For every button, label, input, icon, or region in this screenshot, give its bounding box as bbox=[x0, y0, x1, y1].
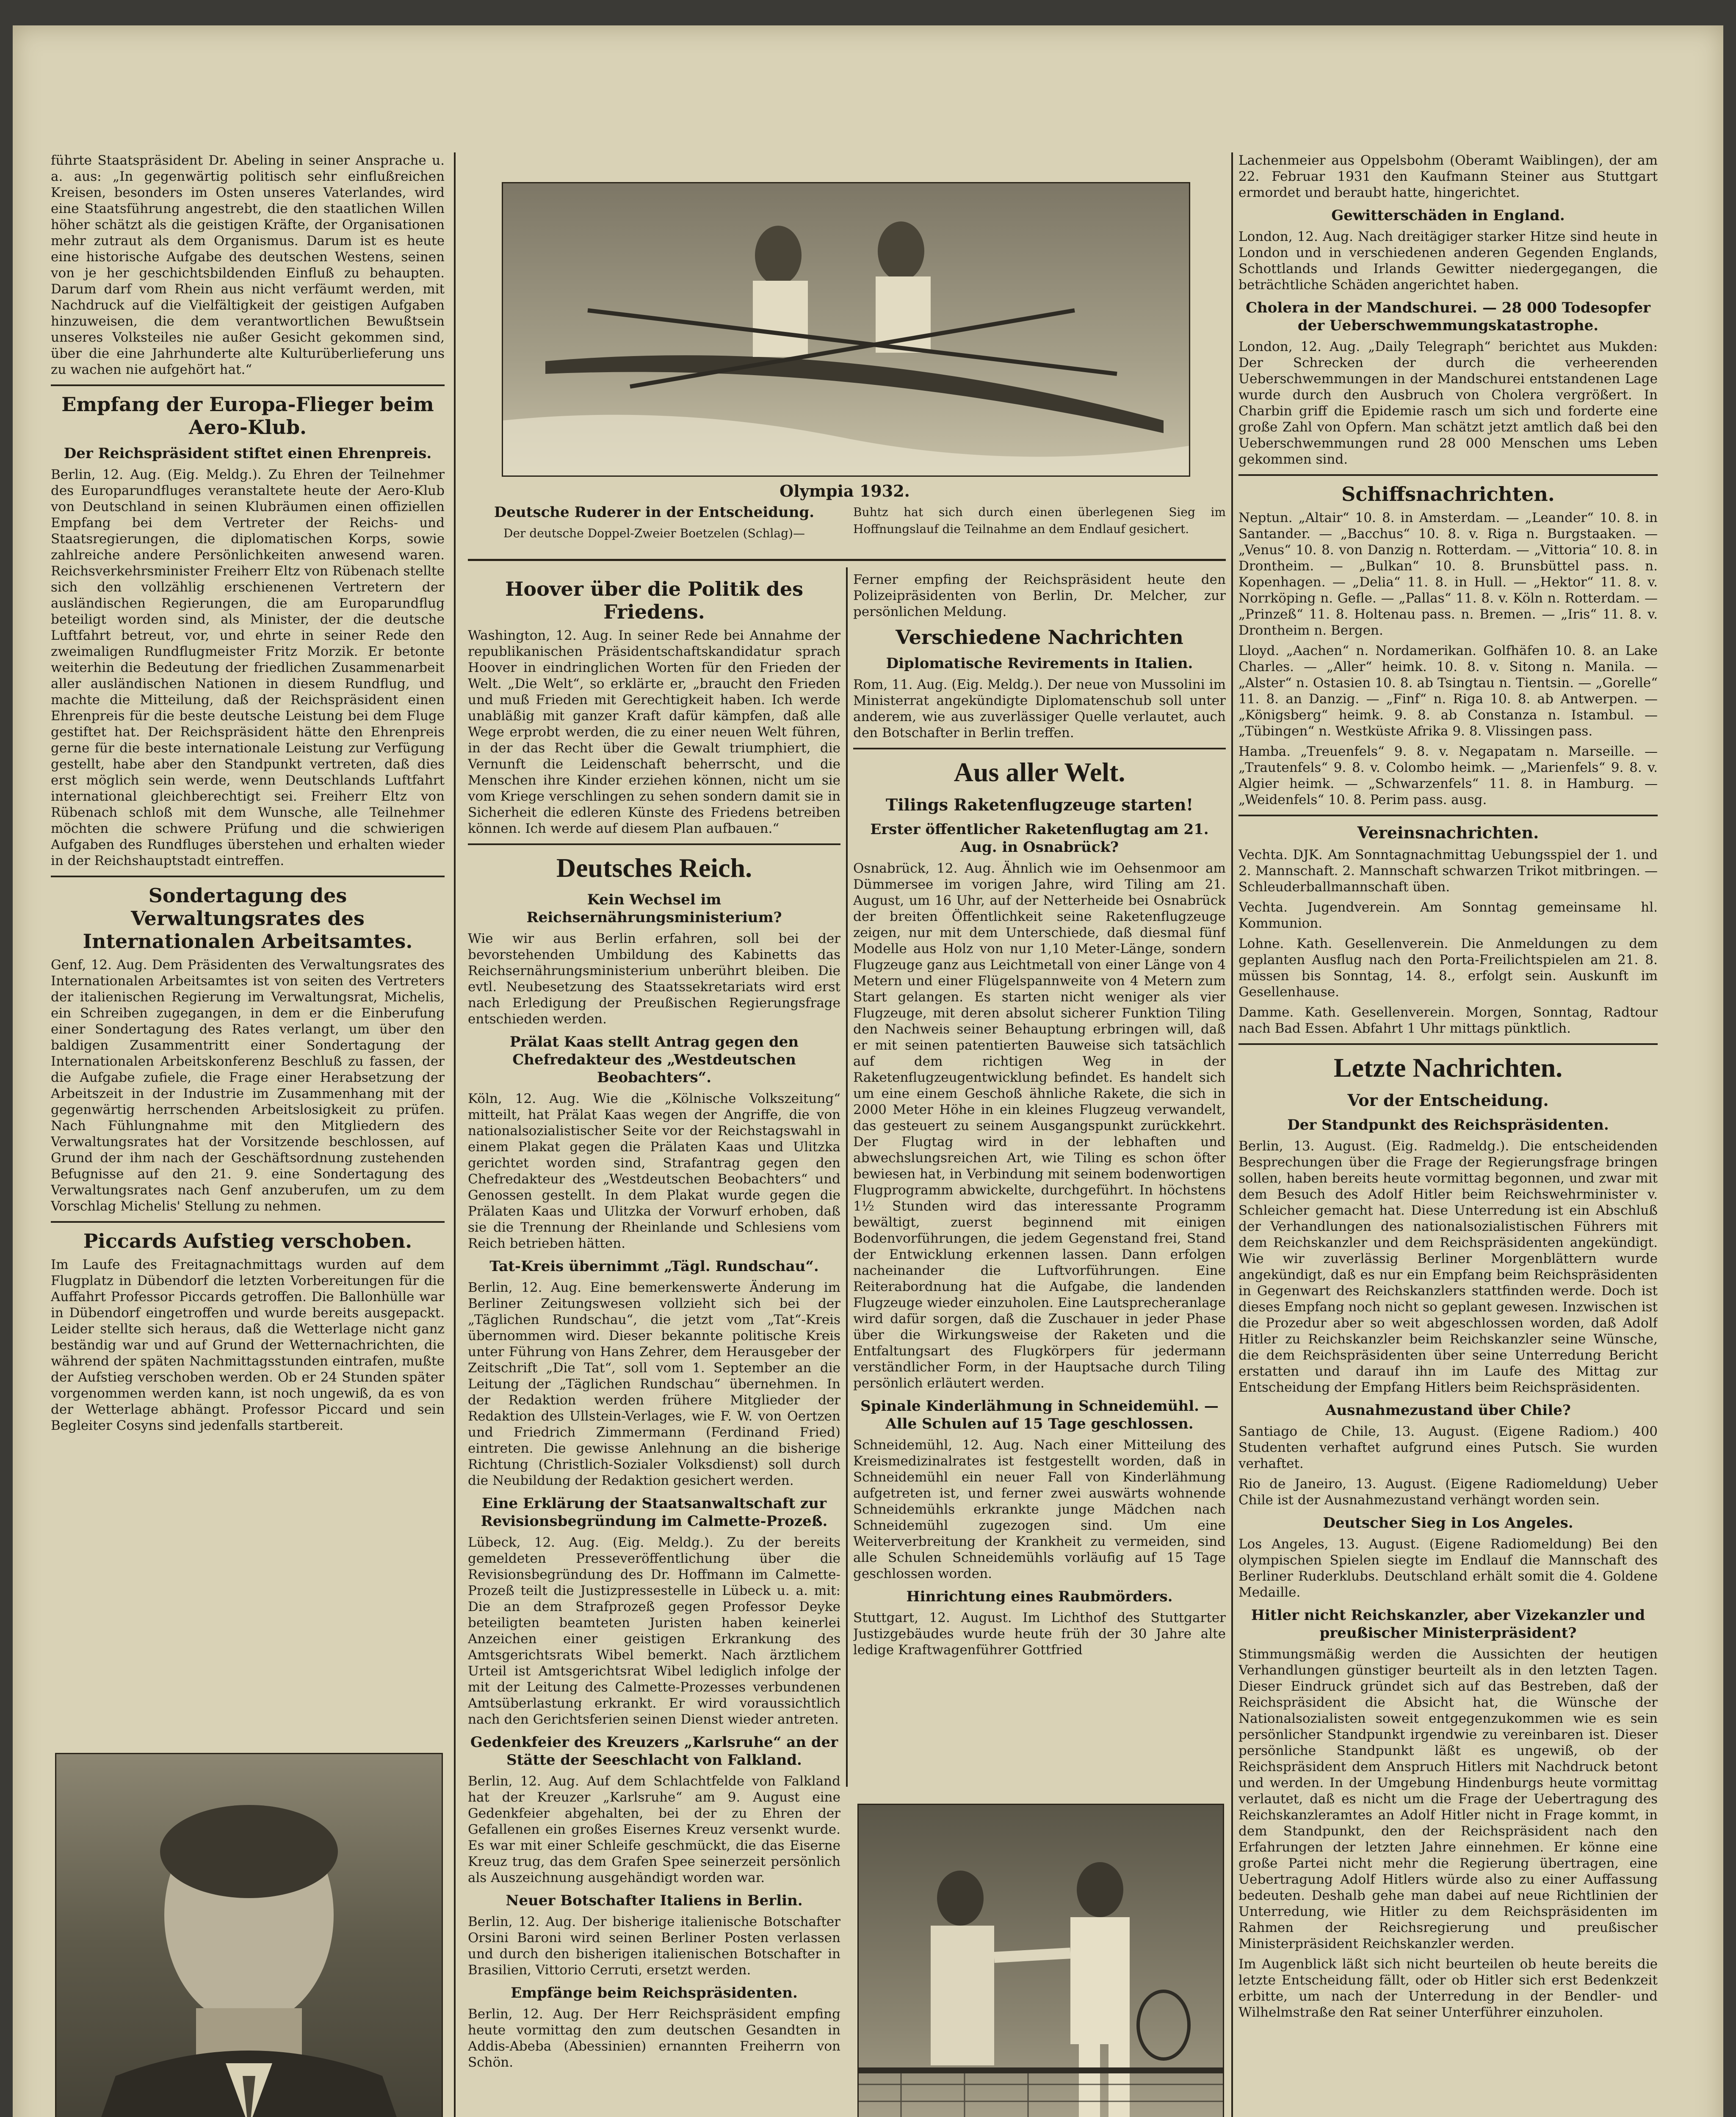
article-verein-damme: Damme. Kath. Gesellenverein. Morgen, Sonntag, Radtour nach Bad Essen. Abfahrt 1 Uhr mittags pünktlich. bbox=[1238, 1005, 1658, 1036]
article-piccard: Im Laufe des Freitagnachmittags wurden auf dem Flugplatz in Dübendorf die letzten Vorbereitungen für die Auffahrt Professor Piccards getroffen. Die Ballonhülle war in Dübendorf eingetroffen und wurde bereits ausgepackt. Leider stellte sich heraus, daß die Wetterlage nicht ganz beständig war und auf Grund der Wetternachrichten, die während der späten Nachmittagsstunden eintrafen, mußte der Aufstieg verschoben werden. Ob er 24 Stunden später vorgenommen werden kann, ist noch ungewiß, da es von der Wetterlage abhängt. Professor Piccard und sein Begleiter Cosyns sind jedenfalls startbereit. bbox=[51, 1257, 445, 1433]
rowing-image bbox=[503, 183, 1189, 475]
article-verein-vechta-djk: Vechta. DJK. Am Sonntagnachmittag Uebungsspiel der 1. und 2. Mannschaft. 2. Mannschaft schwarzen Trikot mitbringen. — Schleuderballmannschaft üben. bbox=[1238, 847, 1658, 895]
article-sondertagung: Genf, 12. Aug. Dem Präsidenten des Verwaltungsrates des Internationalen Arbeitsamtes ist von seiten des Vertreters der italienischen Regierung im Verwaltungsrat, Michelis, ein Schreiben zugegangen, in dem er die Einberufung einer Sondertagung des Rates verlangt, um über den baldigen Zusammentritt einer Sondertagung der Internationalen Arbeitskonferenz Beschluß zu fassen, der die Aufgabe zufiele, die Frage einer Herabsetzung der Arbeitszeit in der Industrie im Zusammenhang mit der gegenwärtig herrschenden Arbeitslosigkeit zu prüfen. Nach Fühlungnahme mit den Mitgliedern des Verwaltungsrates hat der Vorsitzende beschlossen, auf Grund der ihm nach der Geschäftsordnung zustehenden Befugnisse auf den 21. 9. eine Sondertagung des Verwaltungsrates nach Genf anzuberufen, um zu dem Vorschlag Michelis' Stellung zu nehmen. bbox=[51, 957, 445, 1214]
divider bbox=[853, 748, 1226, 749]
headline-deutsches-reich: Deutsches Reich. bbox=[556, 853, 752, 883]
subhead-tilings: Tilings Raketenflugzeuge starten! bbox=[885, 795, 1194, 814]
subhead-hitler: Hitler nicht Reichskanzler, aber Vizekanzler und preußischer Ministerpräsident? bbox=[1251, 1607, 1645, 1642]
subhead-kaas: Prälat Kaas stellt Antrag gegen den Chefredakteur des „Westdeutschen Beobachters“. bbox=[509, 1034, 799, 1086]
article-los-angeles: Los Angeles, 13. August. (Eigene Radiomeldung) Bei den olympischen Spielen siegte im Endlauf die Mannschaft des Berliner Ruderklubs. Deutschland erhält somit die 4. Goldene Medaille. bbox=[1238, 1537, 1658, 1600]
article-intro: führte Staatspräsident Dr. Abeling in seiner Ansprache u. a. aus: „In gegenwärtig politisch sehr einflußreichen Kreisen, besonders im Osten unseres Vaterlandes, wird eine Staatsführung angestrebt, die den staatlichen Willen höher schätzt als die geistigen Kräfte, der Organisationen mehr zutraut als dem Organismus. Darum ist es heute eine historische Aufgabe des deutschen Westens, seinen von je her geschichtsbildenden Einfluß zu behaupten. Darum darf vom Rhein aus nicht verfäumt werden, mit Nachdruck auf die Vielfältigkeit der geistigen Aufgaben hinzuweisen, die dem verantwortlichen Bewußtsein unseres Volksteiles nie außer Gesicht gekommen sind, über die eine Jahrhunderte alte Kulturüberlieferung uns zu wachen nie aufgehört hat.“ bbox=[51, 153, 445, 377]
headline-empfang: Empfang der Europa-Flieger beim Aero-Klub. bbox=[61, 393, 434, 439]
subhead-diplomatisch: Diplomatische Revirements in Italien. bbox=[886, 655, 1193, 672]
article-schiff-hamba: Hamba. „Treuenfels“ 9. 8. v. Negapatam n. Marseille. — „Trautenfels“ 9. 8. v. Colombo heimk. — „Marienfels“ 9. 8. v. Algier heimk. — „Schwarzenfels“ 11. 8. in Hamburg. — „Weidenfels“ 10. 8. Perim pass. ausg. bbox=[1238, 744, 1658, 807]
horizontal-rule bbox=[468, 559, 1226, 561]
article-cholera: London, 12. Aug. „Daily Telegraph“ berichtet aus Mukden: Der Schrecken der durch die verheerenden Ueberschwemmungen in der Mandschurei entstandenen Lage wurde durch den Ausbruch von Cholera vergrößert. In Charbin griff die Epidemie rasch um sich und forderte eine große Zahl von Opfern. Man schätzt jetzt amtlich daß bei den Ueberschwemmungen rund 28 000 Menschen ums Leben gekommen sind. bbox=[1238, 339, 1658, 467]
article-lachenmeier: Lachenmeier aus Oppelsbohm (Oberamt Waiblingen), der am 22. Februar 1931 den Kaufmann Steiner aus Stuttgart ermordet und beraubt hatte, hingerichtet. bbox=[1238, 153, 1658, 200]
olympia-photo bbox=[502, 182, 1190, 477]
article-kaas: Köln, 12. Aug. Wie die „Kölnische Volkszeitung“ mitteilt, hat Prälat Kaas wegen der Angriffe, die von nationalsozialistischer Seite vor der Reichstagswahl in einem Plakat gegen die Prälaten Kaas und Ulitzka gerichtet worden sind, Strafantrag gegen den Chefredakteur des „Westdeutschen Beobachters“ und Genossen gestellt. In dem Plakat wurde gegen die Prälaten Kaas und Ulitzka der Vorwurf erhoben, daß sie die Trennung der Rheinlande und Schlesiens vom Reich betrieben hätten. bbox=[468, 1091, 840, 1251]
article-verein-lohne: Lohne. Kath. Gesellenverein. Die Anmeldungen zu dem geplanten Ausflug nach den Porta-Freilichtspielen am 21. 8. müssen bis Sonntag, 14. 8., erfolgt sein. Auskunft im Gesellenhause. bbox=[1238, 936, 1658, 1000]
headline-sondertagung: Sondertagung des Verwaltungsrates des Internationalen Arbeitsamtes. bbox=[83, 884, 413, 953]
subhead-los-angeles: Deutscher Sieg in Los Angeles. bbox=[1323, 1515, 1573, 1531]
article-erklaerung: Lübeck, 12. Aug. (Eig. Meldg.). Zu der bereits gemeldeten Presseveröffentlichung über die Revisionsbegründung des Dr. Hoffmann im Calmette-Prozeß teilt die Justizpressestelle in Lübeck u. a. mit: Die an dem Strafprozeß gegen Professor Deyke beteiligten beamteten Juristen haben keinerlei Anzeichen einer geistigen Erkrankung des Amtsgerichtsrats Wibel bemerkt. Nach ärztlichem Urteil ist Amtsgerichtsrat Wibel lediglich infolge der mit der Leitung des Calmette-Prozesses verbundenen Amtsüberlastung erkrankt. Er wird voraussichtlich nach den Gerichtsferien seinen Dienst wieder antreten. bbox=[468, 1535, 840, 1727]
subhead-wechsel: Kein Wechsel im Reichsernährungsministerium? bbox=[526, 891, 782, 926]
headline-letzte-nachrichten: Letzte Nachrichten. bbox=[1333, 1053, 1563, 1083]
subhead-empfang: Der Reichspräsident stiftet einen Ehrenpreis. bbox=[64, 445, 432, 462]
subhead-tat: Tat-Kreis übernimmt „Tägl. Rundschau“. bbox=[489, 1258, 819, 1275]
headline-schiffsnachrichten: Schiffsnachrichten. bbox=[1341, 483, 1555, 506]
subhead-standpunkt: Der Standpunkt des Reichspräsidenten. bbox=[1287, 1117, 1609, 1133]
article-tilings: Osnabrück, 12. Aug. Ähnlich wie im Oehsenmoor am Dümmersee im vorigen Jahre, wird Tiling am 21. August, um 16 Uhr, auf der Netterheide bei Osnabrück der breiten Öffentlichkeit seine Raketenflugzeuge zeigen, nur mit dem Unterschiede, daß diesmal fünf Modelle aus Holz von nur 1,10 Meter-Länge, sondern Flugzeuge ganz aus Leichtmetall von einer Länge von 4 Metern und einer Flügelspannweite von 4 Metern zum Start gelangen. Es starten nicht weniger als vier Flugzeuge, mit deren absolut sicherer Funktion Tiling den Nachweis seiner Behauptung erbringen will, daß er mit seinen patentierten Bauweise sich tatsächlich auf dem richtigen Weg in der Raketenflugzeugentwicklung befindet. Es handelt sich um eine einem Geschoß ähnliche Rakete, die sich in 2000 Meter Höhe in ein kleines Flugzeug verwandelt, das gesteuert zu seinem Ausgangspunkt zurückkehrt. Der Flugtag wird in der lebhaften und abwechslungsreichen Art, wie Tiling es schon öfter bewiesen hat, in Verbindung mit seinem bodenwortigen Flugprogramm abwickelte, durchgeführt. In höchstens 1½ Stunden wird das interessante Programm bewältigt, zuerst beginnend mit einigen Bodenvorführungen, die jedem Gegenstand frei, Stand der Entwicklung erkennen lassen. Dann erfolgen nacheinander die Luftvorführungen. Eine Reiterabordnung hat die Aufgabe, die landenden Flugzeuge wieder einzuholen. Eine Lautsprecheranlage wird dafür sorgen, daß die Zuschauer in jeder Phase über die Wirkungsweise der Raketen und die Entfaltungsart des Flugkörpers für jedermann verständlicher Form, in der Hauptsache durch Tiling persönlich erläutert werden. bbox=[853, 861, 1226, 1391]
column-rule bbox=[846, 567, 848, 1787]
column-4 bbox=[1238, 152, 1658, 2117]
article-gewitter: London, 12. Aug. Nach dreitägiger starker Hitze sind heute in London und in verschiedenen anderen Gegenden Englands, Schottlands und Irlands Gewitter niedergegangen, die beträchtliche Schäden angerichtet haben. bbox=[1238, 229, 1658, 293]
article-verein-vechta-jugend: Vechta. Jugendverein. Am Sonntag gemeinsame hl. Kommunion. bbox=[1238, 900, 1658, 931]
divider bbox=[1238, 815, 1658, 816]
article-diplomatisch: Rom, 11. Aug. (Eig. Meldg.). Der neue von Mussolini im Ministerrat angekündigte Diplomatenschub soll unter anderem, wie aus zuverlässiger Quelle verlautet, auch den Botschafter in Berlin treffen. bbox=[853, 677, 1226, 741]
article-empfang: Berlin, 12. Aug. (Eig. Meldg.). Zu Ehren der Teilnehmer des Europarundfluges veranstaltete heute der Aero-Klub von Deutschland in seinen Klubräumen einen offiziellen Empfang bei dem Vertreter der Reichs- und Staatsregierungen, die diplomatischen Korps, sowie zahlreiche andere Persönlichkeiten anwesend waren. Reichsverkehrsminister Freiherr Eltz von Rübenach stellte sich den vollzählig erschienenen Vertretern der ausländischen Regierungen, die am Europarundflug beteiligt worden sind, als Minister, der die deutsche Luftfahrt betreut, vor, und ehrte in seiner Rede den zweimaligen Rundflugmeister Fritz Morzik. Er betonte weiterhin die Bedeutung der friedlichen Zusammenarbeit aller ausländischen Nationen in diesem Rundflug, und machte die Mitteilung, daß der Reichspräsident einen Ehrenpreis für die beste deutsche Leistung bei dem Fluge gestiftet hat. Der Reichspräsident hätte den Ehrenpreis gerne für die beste internationale Leistung zur Verfügung gestellt, habe aber den Standpunkt vertreten, daß dies erst möglich sein werde, wenn Deutschlands Luftfahrt international gleichberechtigt sei. Freiherr Eltz von Rübenach schloß mit dem Wunsche, alle Teilnehmer möchten die schwere Prüfung und die schwierigen Aufgaben des Rundfluges überstehen und erhalten wieder in der Reichshauptstadt eintreffen. bbox=[51, 467, 445, 868]
subhead-spinal: Spinale Kinderlähmung in Schneidemühl. — Alle Schulen auf 15 Tage geschlossen. bbox=[860, 1398, 1219, 1432]
article-augenblick: Im Augenblick läßt sich nicht beurteilen ob heute bereits die letzte Entscheidung fällt, oder ob Hitler sich erst Bedenkzeit erbitte, um nach der Unterredung in der Bendler- und Wilhelmstraße den Rat seiner Unterführer einzuholen. bbox=[1238, 1957, 1658, 2020]
subhead-erklaerung: Eine Erklärung der Staatsanwaltschaft zur Revisionsbegründung im Calmette-Prozeß. bbox=[481, 1495, 828, 1530]
divider bbox=[468, 843, 840, 845]
article-schiff-lloyd: Lloyd. „Aachen“ n. Nordamerikan. Golfhäfen 10. 8. an Lake Charles. — „Aller“ heimk. 10. 8. v. Sitong n. Manila. — „Alster“ n. Ostasien 10. 8. ab Tsingtau n. Tientsin. — „Gorelle“ 11. 8. an Danzig. — „Finf“ n. Riga 10. 8. ab Antwerpen. — „Königsberg“ heimk. 9. 8. ab Constanza n. Istambul. — „Tübingen“ n. Westküste Afrika 9. 8. Vlissingen pass. bbox=[1238, 643, 1658, 739]
article-spinal: Schneidemühl, 12. Aug. Nach einer Mitteilung des Kreismedizinalrates ist festgestellt worden, daß in Schneidemühl ein neuer Fall von Kinderlähmung aufgetreten ist, und ferner zwei auswärts wohnende Schneidemühls erkrankte junge Mädchen nach Schneidemühl zugezogen sind. Um eine Weiterverbreitung der Krankheit zu vermeiden, sind alle Schulen Schneidemühls vorläufig auf 15 Tage geschlossen worden. bbox=[853, 1437, 1226, 1581]
subhead-empfaenge: Empfänge beim Reichspräsidenten. bbox=[511, 1984, 798, 2001]
article-karlsruhe: Berlin, 12. Aug. Auf dem Schlachtfelde von Falkland hat der Kreuzer „Karlsruhe“ am 9. August eine Gedenkfeier abgehalten, bei der zu Ehren der Gefallenen ein großes Eisernes Kreuz versenkt wurde. Es war mit einer Schleife geschmückt, die das Eiserne Kreuz trug, das dem Grafen Spee seinerzeit persönlich als Auszeichnung ausgehändigt worden war. bbox=[468, 1774, 840, 1885]
divider bbox=[1238, 1043, 1658, 1045]
column-rule bbox=[454, 152, 456, 2117]
olympia-caption-right: Buhtz hat sich durch einen überlegenen Sieg im Hoffnungslauf die Teilnahme an dem Endlauf gesichert. bbox=[853, 505, 1226, 536]
olympia-caption-left: Der deutsche Doppel-Zweier Boetzelen (Schlag)— bbox=[503, 526, 805, 540]
divider bbox=[51, 1221, 445, 1223]
headline-piccard: Piccards Aufstieg verschoben. bbox=[83, 1230, 412, 1252]
subhead-cholera: Cholera in der Mandschurei. — 28 000 Todesopfer der Ueberschwemmungskatastrophe. bbox=[1245, 299, 1651, 334]
subhead-tilings-2: Erster öffentlicher Raketenflugtag am 21. Aug. in Osnabrück? bbox=[870, 821, 1209, 856]
column-3 bbox=[853, 572, 1226, 1787]
subhead-vor-entscheidung: Vor der Entscheidung. bbox=[1347, 1091, 1549, 1110]
olympia-caption-bold: Deutsche Ruderer in der Entscheidung. bbox=[494, 504, 815, 521]
headline-aus-aller-welt: Aus aller Welt. bbox=[954, 757, 1125, 787]
article-hinrichtung: Stuttgart, 12. August. Im Lichthof des Stuttgarter Justizgebäudes wurde heute früh der 30 Jahre alte ledige Kraftwagenführer Gottfried bbox=[853, 1610, 1226, 1658]
divider bbox=[51, 876, 445, 877]
article-rio: Rio de Janeiro, 13. August. (Eigene Radiomeldung) Ueber Chile ist der Ausnahmezustand verhängt worden sein. bbox=[1238, 1476, 1658, 1508]
portrait-image bbox=[56, 1754, 442, 2117]
article-ferner: Ferner empfing der Reichspräsident heute den Polizeipräsidenten von Berlin, Dr. Melcher, zur persönlichen Meldung. bbox=[853, 572, 1226, 619]
headline-verschiedene: Verschiedene Nachrichten bbox=[896, 626, 1183, 649]
article-botschafter: Berlin, 12. Aug. Der bisherige italienische Botschafter Orsini Baroni wird seinen Berliner Posten verlassen und durch den bisherigen italienischen Botschafter in Brasilien, Vittorio Cerruti, ersetzt werden. bbox=[468, 1914, 840, 1978]
article-hitler: Stimmungsmäßig werden die Aussichten der heutigen Verhandlungen günstiger beurteilt als in den letzten Tagen. Dieser Eindruck gründet sich auf das Bestreben, daß der Reichspräsident die Absicht hat, die Wünsche der Nationalsozialisten soweit entgegenzukommen wie es sein persönlicher Standpunkt irgendwie zu vereinbaren ist. Dieser persönliche Standpunkt läßt es ungewiß, ob der Reichspräsident dem Anspruch Hitlers mit Nachdruck betont und werden. In der Umgebung Hindenburgs heute vormittag verlautet, daß es nicht um die Frage der Uebertragung des Reichskanzleramtes an Adolf Hitler nicht in Frage kommt, in dem Standpunkt, den der Reichspräsident nach den Erfahrungen der letzten Jahre einnehmen. Er könne eine große Partei nicht mehr die Regierung übertragen, eine Uebertragung Adolf Hitlers würde also zu einer Auffassung bedeuten. Deshalb gehe man dabei auf neue Richtlinien der Unterredung, wie Hitler zu dem Reichspräsidenten im Rahmen der Reichsregierung und preußischer Ministerpräsident Reichskanzler werden. bbox=[1238, 1647, 1658, 1951]
subhead-botschafter: Neuer Botschafter Italiens in Berlin. bbox=[506, 1892, 803, 1909]
column-1 bbox=[51, 152, 445, 1744]
headline-vereinsnachrichten: Vereinsnachrichten. bbox=[1357, 823, 1539, 842]
column-2 bbox=[468, 572, 840, 2117]
newspaper-page bbox=[13, 25, 1723, 2117]
article-empfaenge: Berlin, 12. Aug. Der Herr Reichspräsident empfing heute vormittag den zum deutschen Gesandten in Addis-Abeba (Abessinien) ernannten Freiherrn von Schön. bbox=[468, 2006, 840, 2070]
portrait-photo bbox=[55, 1753, 443, 2117]
article-hoover: Washington, 12. Aug. In seiner Rede bei Annahme der republikanischen Präsidentschaftskandidatur sprach Hoover in eindringlichen Worten für den Frieden der Welt. „Die Welt“, so erklärte er, „braucht den Frieden und muß Frieden mit Gerechtigkeit haben. Ich werde unabläßig mit ganzer Kraft dafür kämpfen, daß alle Wege erprobt werden, die zu einer neuen Welt führen, in der das Recht über die Gewalt triumphiert, die Vernunft die Leidenschaft beherrscht, und die Menschen ihre Kinder erziehen können, nicht um sie vom Kriege verschlingen zu sehen sondern damit sie in Sicherheit die edleren Künste des Friedens betreiben können. Ich werde auf diesem Plan aufbauen.“ bbox=[468, 628, 840, 836]
divider bbox=[51, 384, 445, 386]
column-rule bbox=[1231, 152, 1233, 2117]
subhead-karlsruhe: Gedenkfeier des Kreuzers „Karlsruhe“ an der Stätte der Seeschlacht von Falkland. bbox=[470, 1734, 838, 1769]
article-chile: Santiago de Chile, 13. August. (Eigene Radiom.) 400 Studenten verhaftet aufgrund eines Putsch. Sie wurden verhaftet. bbox=[1238, 1424, 1658, 1471]
subhead-hinrichtung: Hinrichtung eines Raubmörders. bbox=[906, 1588, 1173, 1605]
headline-hoover: Hoover über die Politik des Friedens. bbox=[505, 578, 804, 623]
subhead-chile: Ausnahmezustand über Chile? bbox=[1325, 1402, 1571, 1419]
tennis-image bbox=[859, 1805, 1223, 2117]
article-wechsel: Wie wir aus Berlin erfahren, soll bei der bevorstehenden Umbildung des Kabinetts das Reichsernährungsministerium unberührt bleiben. Die evtl. Neubesetzung des Staatssekretariats wird erst nach Erledigung der Preußischen Regierungsfrage entschieden werden. bbox=[468, 931, 840, 1027]
article-schiff-neptun: Neptun. „Altair“ 10. 8. in Amsterdam. — „Leander“ 10. 8. in Santander. — „Bacchus“ 10. 8. v. Riga n. Burgstaaken. — „Venus“ 10. 8. von Danzig n. Rotterdam. — „Vittoria“ 10. 8. in Drontheim. — „Bulkan“ 10. 8. Brunsbüttel pass. n. Kopenhagen. — „Delia“ 11. 8. in Hull. — „Hektor“ 11. 8. v. Norrköping n. Gefle. — „Pallas“ 11. 8. v. Köln n. Rotterdam. — „Prinzeß“ 11. 8. Holtenau pass. n. Bremen. — „Iris“ 11. 8. v. Drontheim n. Bergen. bbox=[1238, 510, 1658, 638]
olympia-title: Olympia 1932. bbox=[780, 481, 910, 500]
subhead-gewitter: Gewitterschäden in England. bbox=[1331, 207, 1565, 224]
divider bbox=[1238, 474, 1658, 476]
tennis-photo bbox=[857, 1804, 1224, 2117]
article-entscheidung: Berlin, 13. August. (Eig. Radmeldg.). Die entscheidenden Besprechungen über die Frage der Regierungsfrage bringen sollen, haben bereits heute vormittag begonnen, und zwar mit dem Besuch des Adolf Hitler beim Reichswehrminister v. Schleicher gemacht hat. Diese Unterredung ist ein Abschluß der Verhandlungen des nationalsozialistischen Führers mit dem Reichskanzler und dem Reichspräsidenten angekündigt. Wie wir zuverlässig Berliner Morgenblättern wurde angekündigt, daß es nur ein Empfang beim Reichspräsidenten in Gegenwart des Reichskanzlers stattfinden werde. Doch ist dieses Empfang noch nicht so geplant gewesen. Inzwischen ist die Prozedur aber so weit abgeschlossen worden, daß Adolf Hitler zu Reichskanzler beim Reichskanzler seine Wünsche, die dem Reichspräsidenten über seine Unterredung Bericht erstatten und darauf ihn im Laufe des Mittag zur Entscheidung der Empfang Hitlers beim Reichspräsidenten. bbox=[1238, 1139, 1658, 1395]
article-tat: Berlin, 12. Aug. Eine bemerkenswerte Änderung im Berliner Zeitungswesen vollzieht sich bei der „Täglichen Rundschau“, die jetzt vom „Tat“-Kreis übernommen wird. Dieser bekannte politische Kreis unter Führung von Hans Zehrer, dem Herausgeber der Zeitschrift „Die Tat“, soll vom 1. September an die Leitung der „Täglichen Rundschau“ übernehmen. In der Redaktion werden frühere Mitglieder der Redaktion des Ullstein-Verlages, wie F. W. von Oertzen und Friedrich Zimmermann (Ferdinand Fried) eintreten. Die gewisse Anlehnung an die bisherige Richtung (Christlich-Sozialer Volksdienst) soll durch die Neubildung der Redaktion gesichert werden. bbox=[468, 1280, 840, 1488]
